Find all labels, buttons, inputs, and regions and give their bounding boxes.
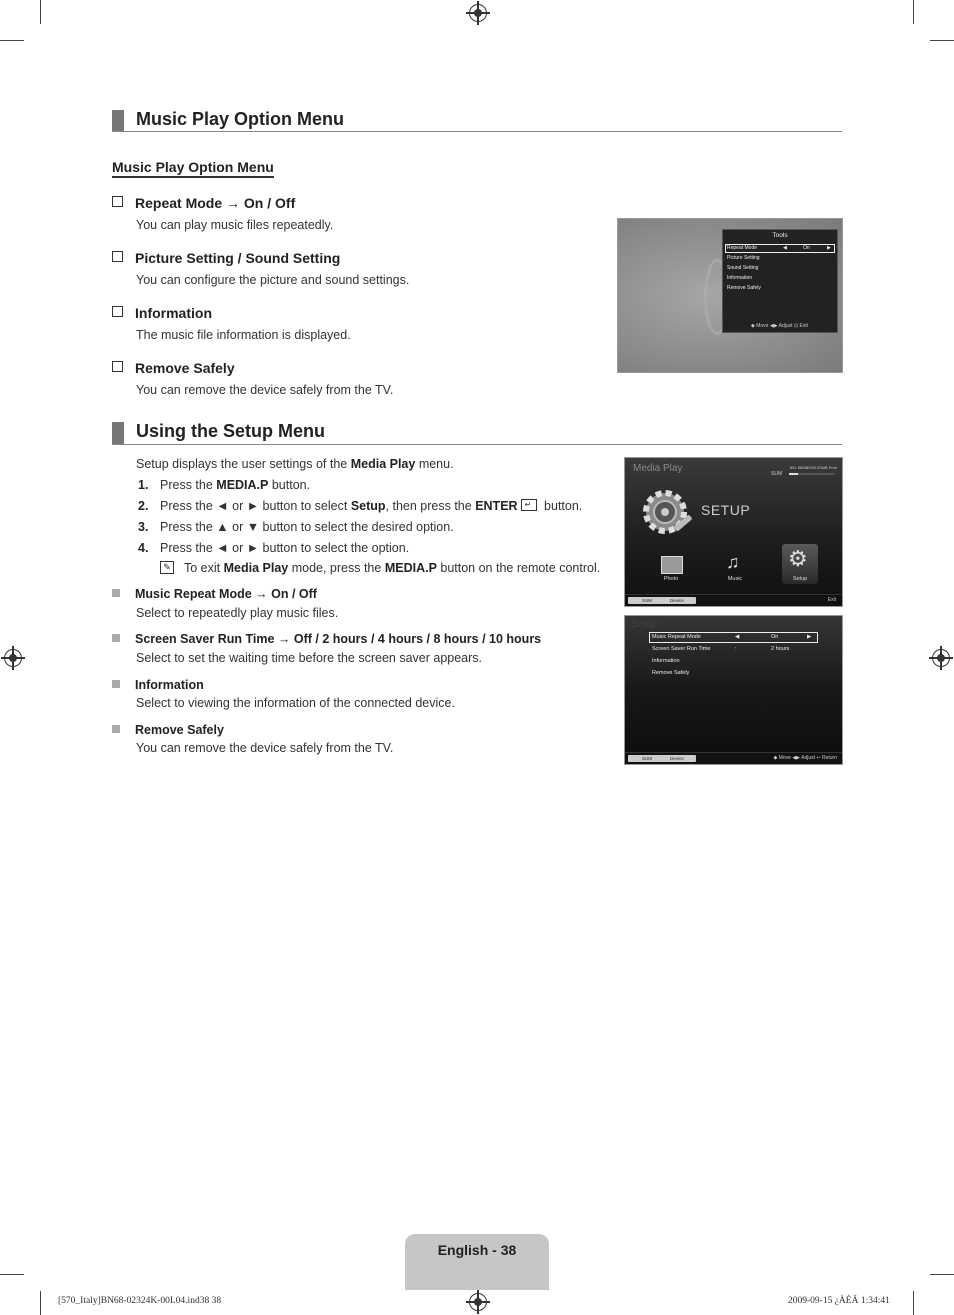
device-pill: SUM Device: [628, 755, 696, 762]
tools-footer: ◆ Move ◀▶ Adjust ⊡ Exit: [751, 323, 808, 329]
setup-row-value: 2 hours: [771, 646, 790, 652]
step-text: Press the ▲ or ▼ button to select the desired option.: [160, 520, 454, 534]
option-heading: Picture Setting / Sound Setting: [112, 250, 340, 266]
option-description: You can configure the picture and sound settings.: [136, 273, 410, 287]
setup-option-description: Select to set the waiting time before the screen saver appears.: [136, 651, 483, 665]
section-bar: [112, 422, 124, 444]
crop-mark: [0, 40, 24, 41]
crop-mark: [40, 0, 41, 24]
setup-options-screenshot: [624, 615, 843, 765]
tools-row: Remove Safely: [727, 285, 761, 291]
setup-option-description: Select to viewing the information of the connected device.: [136, 696, 455, 710]
tools-title: Tools: [772, 232, 788, 239]
setup-row-value: On: [771, 634, 779, 640]
square-bullet-icon: [112, 725, 120, 733]
media-icon-label: Music: [727, 576, 743, 582]
checkbox-bullet-icon: [112, 196, 123, 207]
media-play-screenshot: [624, 457, 843, 607]
storage-info: 851.86MB/993.02MB Free: [790, 465, 837, 470]
note-text: To exit Media Play mode, press the MEDIA.P button on the remote control.: [184, 561, 601, 575]
device-label: SUM: [771, 471, 783, 477]
option-description: You can remove the device safely from the TV.: [136, 383, 394, 397]
section-rule: [112, 444, 842, 445]
option-heading: Repeat Mode → On / Off: [112, 195, 295, 211]
square-bullet-icon: [112, 634, 120, 642]
step-text: Press the ◄ or ► button to select the option.: [160, 541, 410, 555]
option-description: The music file information is displayed.: [136, 328, 351, 342]
tools-row: Sound Setting: [727, 265, 759, 271]
step-number: 1.: [138, 478, 149, 492]
option-heading: Remove Safely: [112, 360, 235, 376]
note-icon: ✎: [160, 561, 174, 574]
setup-row-label: Music Repeat Mode: [652, 634, 701, 640]
media-play-title: Media Play: [633, 463, 683, 474]
setup-banner: SETUP: [701, 502, 751, 518]
tools-value: On: [803, 245, 810, 251]
square-bullet-icon: [112, 680, 120, 688]
setup-small-gear-icon: ⚙: [788, 546, 808, 571]
setup-left-arrow-icon: ◀: [735, 634, 740, 640]
bottom-bar: [625, 594, 842, 606]
step-text: Press the MEDIA.P button.: [160, 478, 311, 492]
tools-menu-screenshot: [617, 218, 843, 373]
crop-mark: [913, 1291, 914, 1315]
tools-left-arrow-icon: ◀: [783, 245, 787, 251]
option-heading: Information: [112, 305, 212, 321]
setup-option-heading: Information: [112, 678, 204, 692]
media-icon-label: Setup: [792, 576, 808, 582]
setup-option-description: You can remove the device safely from the TV.: [136, 741, 394, 755]
print-slug-right: 2009-09-15 ¿ÀÈÄ 1:34:41: [788, 1296, 890, 1306]
step-number: 2.: [138, 499, 149, 513]
setup-option-heading: Music Repeat Mode → On / Off: [112, 587, 317, 601]
setup-row-separator: :: [735, 646, 737, 652]
step-number: 4.: [138, 541, 149, 555]
square-bullet-icon: [112, 589, 120, 597]
registration-mark-icon: [4, 649, 22, 667]
setup-option-description: Select to repeatedly play music files.: [136, 606, 339, 620]
page-number: English - 38: [437, 1242, 517, 1258]
navigation-hint: ◆ Move ◀▶ Adjust ↩ Return: [773, 755, 837, 761]
section-title: Music Play Option Menu: [136, 109, 345, 129]
registration-mark-icon: [469, 1293, 487, 1311]
setup-osd-title: Setup: [631, 619, 658, 630]
tools-row: Repeat Mode: [727, 245, 758, 251]
registration-mark-icon: [469, 4, 487, 22]
setup-row-label: Screen Saver Run Time: [652, 646, 711, 652]
tools-right-arrow-icon: ▶: [827, 245, 831, 251]
step-text: Press the ◄ or ► button to select Setup, then press the ENTER ↵ button.: [160, 499, 583, 513]
section-bar: [112, 110, 124, 132]
crop-mark: [930, 40, 954, 41]
option-description: You can play music files repeatedly.: [136, 218, 334, 232]
setup-row-label: Remove Safely: [652, 670, 690, 676]
storage-bar: [789, 473, 835, 475]
checkbox-bullet-icon: [112, 361, 123, 372]
tools-row: Information: [727, 275, 753, 281]
intro-text: Setup displays the user settings of the Media Play menu.: [136, 457, 454, 471]
enter-icon: ↵: [521, 499, 537, 511]
crop-mark: [0, 1274, 24, 1275]
setup-row-label: Information: [652, 658, 680, 664]
subsection-title: Music Play Option Menu: [112, 159, 274, 178]
tools-row: Picture Setting: [727, 255, 760, 261]
music-note-icon: ♫: [726, 552, 740, 572]
tools-osd: [722, 229, 838, 333]
print-slug-left: [570_Italy]BN68-02324K-00L04.ind38 38: [58, 1296, 222, 1306]
crop-mark: [930, 1274, 954, 1275]
section-title: Using the Setup Menu: [136, 421, 325, 441]
crop-mark: [40, 1291, 41, 1315]
checkbox-bullet-icon: [112, 251, 123, 262]
setup-right-arrow-icon: ▶: [807, 634, 812, 640]
exit-hint: Exit: [827, 597, 836, 603]
setup-gear-icon: [639, 486, 683, 530]
crop-mark: [913, 0, 914, 24]
photo-icon: [661, 556, 683, 574]
media-icon-label: Photo: [663, 576, 679, 582]
step-number: 3.: [138, 520, 149, 534]
setup-option-heading: Remove Safely: [112, 723, 224, 737]
setup-option-heading: Screen Saver Run Time → Off / 2 hours / 4 hours / 8 hours / 10 hours: [112, 632, 541, 646]
checkbox-bullet-icon: [112, 306, 123, 317]
bottom-bar: [625, 752, 842, 764]
device-pill: SUM Device: [628, 597, 696, 604]
section-rule: [112, 131, 842, 132]
registration-mark-icon: [932, 649, 950, 667]
